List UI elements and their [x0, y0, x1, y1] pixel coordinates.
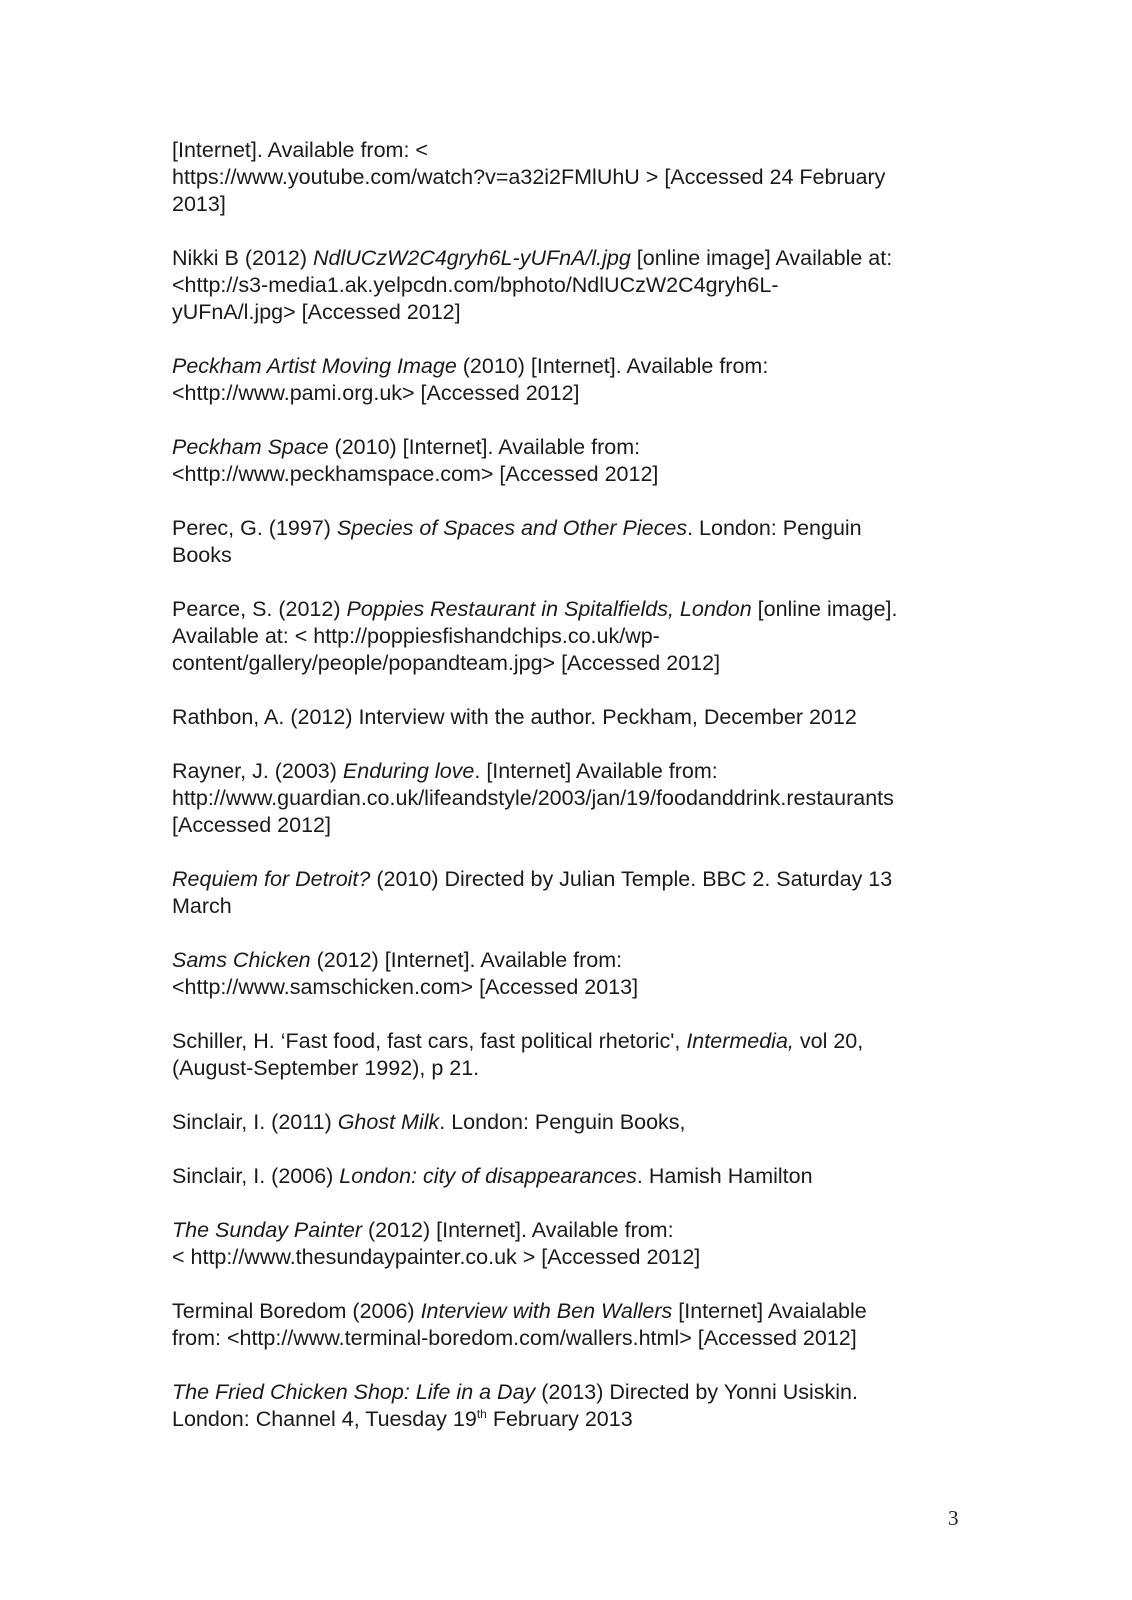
- reference-entry: [172, 515, 972, 569]
- reference-line: [172, 1217, 972, 1244]
- reference-entry: [172, 1163, 972, 1190]
- reference-entry: [172, 137, 972, 218]
- reference-line: [172, 434, 972, 461]
- reference-author: Schiller, H. ‘Fast food, fast cars, fast political rhetoric',: [172, 1029, 687, 1053]
- reference-entry: [172, 1217, 972, 1271]
- reference-line: http://www.guardian.co.uk/lifeandstyle/2003/jan/19/foodanddrink.restaurants: [172, 786, 894, 810]
- reference-author: Nikki B (2012): [172, 246, 313, 270]
- reference-author: Rayner, J. (2003): [172, 759, 343, 783]
- reference-line: < http://www.thesundaypainter.co.uk > [Accessed 2012]: [172, 1245, 701, 1269]
- reference-detail: (2010) [Internet]. Available from:: [456, 354, 769, 378]
- reference-author: Pearce, S. (2012): [172, 597, 347, 621]
- reference-detail: . London: Penguin Books,: [439, 1110, 686, 1134]
- reference-entry: [172, 1379, 972, 1433]
- reference-title: The Fried Chicken Shop: Life in a Day: [172, 1380, 536, 1404]
- reference-entry: [172, 596, 972, 677]
- reference-entry: [172, 1109, 972, 1136]
- reference-line: [172, 1028, 972, 1055]
- reference-title: Peckham Artist Moving Image: [172, 354, 457, 378]
- reference-detail: [online image] Available at:: [630, 246, 893, 270]
- reference-detail: [Internet] Avaialable: [672, 1299, 867, 1323]
- reference-title: Enduring love: [342, 759, 475, 783]
- reference-line: [172, 1406, 972, 1433]
- reference-line: [172, 1109, 972, 1136]
- reference-detail: . London: Penguin: [687, 516, 862, 540]
- ordinal-suffix: th: [476, 1406, 487, 1421]
- reference-detail: vol 20,: [793, 1029, 864, 1053]
- reference-entry: [172, 1028, 972, 1082]
- reference-line: <http://www.samschicken.com> [Accessed 2013]: [172, 975, 639, 999]
- reference-detail: (2012) [Internet]. Available from:: [310, 948, 623, 972]
- reference-title: Requiem for Detroit?: [172, 867, 371, 891]
- reference-line: [172, 866, 972, 893]
- reference-entry: [172, 866, 972, 920]
- reference-title: The Sunday Painter: [172, 1218, 363, 1242]
- bibliography-list: [172, 137, 972, 1460]
- reference-line: [172, 1379, 972, 1406]
- reference-detail: (2013) Directed by Yonni Usiskin.: [535, 1380, 858, 1404]
- reference-line: <http://s3-media1.ak.yelpcdn.com/bphoto/NdlUCzW2C4gryh6L-: [172, 273, 779, 297]
- reference-author: Terminal Boredom (2006): [172, 1299, 421, 1323]
- reference-line: 2013]: [172, 192, 226, 216]
- reference-detail: . Hamish Hamilton: [636, 1164, 813, 1188]
- reference-detail: (2010) Directed by Julian Temple. BBC 2. Saturday 13: [370, 867, 893, 891]
- reference-detail: February 2013: [486, 1407, 633, 1431]
- reference-line: [172, 515, 972, 542]
- reference-title: NdlUCzW2C4gryh6L-yUFnA/l.jpg: [313, 246, 631, 270]
- reference-entry: [172, 1298, 972, 1352]
- reference-line: Available at: < http://poppiesfishandchips.co.uk/wp-: [172, 624, 660, 648]
- reference-line: https://www.youtube.com/watch?v=a32i2FMlUhU > [Accessed 24 February: [172, 165, 886, 189]
- reference-line: (August-September 1992), p 21.: [172, 1056, 480, 1080]
- reference-title: Interview with Ben Wallers: [420, 1299, 673, 1323]
- reference-title: Sams Chicken: [172, 948, 311, 972]
- reference-entry: [172, 758, 972, 839]
- reference-line: [Accessed 2012]: [172, 813, 331, 837]
- reference-line: [172, 353, 972, 380]
- reference-title: Species of Spaces and Other Pieces: [336, 516, 688, 540]
- reference-detail: . [Internet] Available from:: [474, 759, 718, 783]
- reference-line: [172, 947, 972, 974]
- reference-title: Ghost Milk: [337, 1110, 440, 1134]
- reference-line: [172, 1298, 972, 1325]
- reference-entry: [172, 704, 972, 731]
- reference-entry: [172, 353, 972, 407]
- reference-entry: [172, 947, 972, 1001]
- reference-line: content/gallery/people/popandteam.jpg> [Accessed 2012]: [172, 651, 721, 675]
- reference-author: Sinclair, I. (2011): [172, 1110, 338, 1134]
- reference-entry: [172, 434, 972, 488]
- reference-detail: (2010) [Internet]. Available from:: [328, 435, 641, 459]
- reference-detail: [online image].: [751, 597, 898, 621]
- reference-line: <http://www.peckhamspace.com> [Accessed 2012]: [172, 462, 659, 486]
- reference-line: Rathbon, A. (2012) Interview with the author. Peckham, December 2012: [172, 705, 857, 729]
- reference-line: [172, 758, 972, 785]
- page-number: 3: [948, 1506, 959, 1530]
- reference-entry: [172, 245, 972, 326]
- reference-author: Sinclair, I. (2006): [172, 1164, 340, 1188]
- reference-line: [172, 245, 972, 272]
- reference-line: [Internet]. Available from: <: [172, 138, 428, 162]
- reference-line: March: [172, 894, 232, 918]
- reference-line: yUFnA/l.jpg> [Accessed 2012]: [172, 300, 461, 324]
- reference-line: from: <http://www.terminal-boredom.com/wallers.html> [Accessed 2012]: [172, 1326, 857, 1350]
- reference-line: [172, 596, 972, 623]
- reference-title: Peckham Space: [172, 435, 329, 459]
- reference-title: Intermedia,: [686, 1029, 794, 1053]
- reference-author: Perec, G. (1997): [172, 516, 337, 540]
- reference-line: <http://www.pami.org.uk> [Accessed 2012]: [172, 381, 580, 405]
- reference-line: Books: [172, 543, 232, 567]
- reference-detail: (2012) [Internet]. Available from:: [362, 1218, 674, 1242]
- reference-detail: London: Channel 4, Tuesday 19: [172, 1407, 477, 1431]
- reference-title: Poppies Restaurant in Spitalfields, London: [346, 597, 752, 621]
- reference-title: London: city of disappearances: [339, 1164, 637, 1188]
- reference-line: [172, 1163, 972, 1190]
